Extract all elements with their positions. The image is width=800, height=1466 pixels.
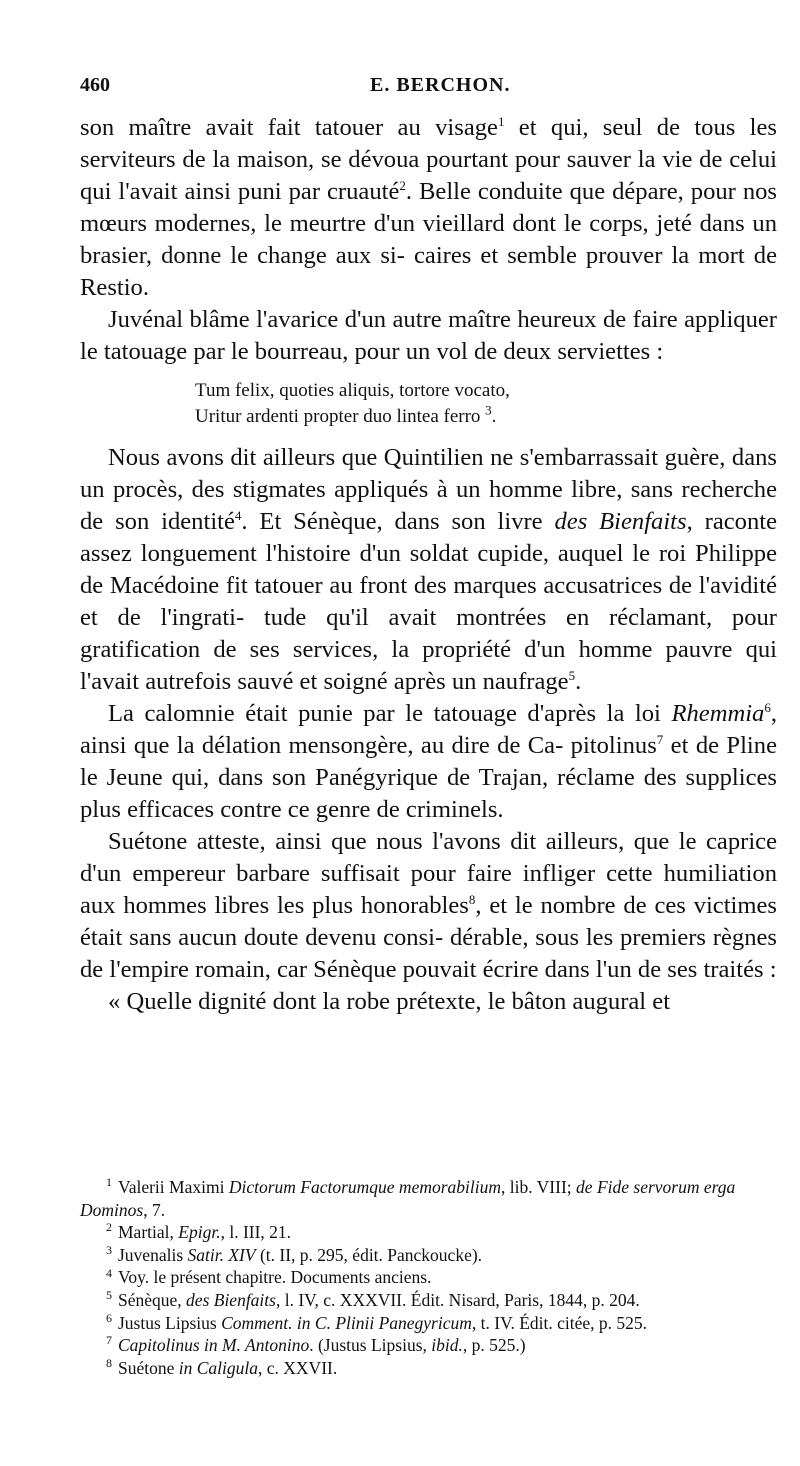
text-span: Suétone atteste, ainsi que nous l'avons dit ailleurs, que le caprice d'un empereur barbare suffisait pour faire infliger cette humiliation aux hommes libres les plus honorables (80, 828, 777, 919)
text-span: Suétone (118, 1357, 179, 1378)
text-span: Sénèque, (118, 1289, 187, 1310)
text-span: , ainsi que la délation mensongère, au dire de Ca- pitolinus (80, 700, 777, 759)
running-title: E. BERCHON. (370, 74, 511, 96)
verse-line-1: Tum felix, quoties aliquis, tortore vocato, (195, 380, 510, 401)
italic-title: des Bienfaits (186, 1289, 276, 1310)
footnote-number: 1 (106, 1175, 112, 1190)
text-span: , c. XXVII. (258, 1357, 338, 1378)
verse-quote (80, 378, 777, 430)
italic-title: des Bienfaits (554, 508, 687, 535)
footnote-number: 8 (106, 1355, 112, 1370)
page-header (80, 74, 777, 104)
main-text (80, 112, 777, 1018)
text-span: . Belle conduite que dépare, pour nos mœurs modernes, le meurtre d'un vieillard dont le corps, jeté dans un brasier, donne le change aux si- caires et semble prouver la mort de Restio. (80, 178, 778, 301)
paragraph-5 (80, 826, 777, 986)
text-span: et de Pline le Jeune qui, dans son Panégyrique de Trajan, réclame des supplices plus efficaces contre ce genre de criminels. (80, 732, 777, 823)
text-span: , 7. (143, 1199, 166, 1220)
text-span: . (Justus Lipsius, (309, 1335, 432, 1356)
italic-title: in Caligula (178, 1357, 259, 1378)
paragraph-6: « Quelle dignité dont la robe prétexte, le bâton augural et (108, 988, 671, 1015)
italic-title: Comment. in C. Plinii Panegyricum (221, 1312, 472, 1333)
text-span: , l. III, 21. (220, 1222, 292, 1243)
footnote-number: 5 (106, 1288, 112, 1303)
italic-title: Satir. XIV (187, 1244, 256, 1265)
footnote-2 (80, 1221, 777, 1244)
text-span: . (575, 668, 582, 695)
footnote-8 (80, 1357, 777, 1380)
paragraph-1 (80, 112, 777, 304)
footnote-1 (80, 1176, 777, 1221)
text-span: Voy. le présent chapitre. Documents anciens. (118, 1267, 432, 1288)
footnotes (80, 1176, 777, 1379)
footnote-4 (80, 1266, 777, 1289)
footnote-7 (80, 1334, 777, 1357)
verse-line-2 (195, 404, 777, 430)
footnote-number: 4 (106, 1265, 112, 1280)
footnote-6 (80, 1312, 777, 1335)
text-span: Uritur ardenti propter duo lintea ferro (195, 406, 486, 427)
text-span: Martial, (118, 1222, 179, 1243)
text-span: La calomnie était punie par le tatouage d'après la loi (108, 700, 672, 727)
text-span: , l. IV, c. XXXVII. Édit. Nisard, Paris, 1844, p. 204. (275, 1289, 640, 1310)
text-span: . Et Sénèque, dans son livre (241, 508, 555, 535)
text-span: , p. 525.) (462, 1335, 526, 1356)
text-span: son maître avait fait tatouer au visage (80, 114, 498, 141)
footnote-ref: 1 (497, 113, 505, 129)
text-span: , t. IV. Édit. citée, p. 525. (471, 1312, 648, 1333)
page-number: 460 (80, 74, 110, 96)
footnote-number: 3 (106, 1242, 112, 1257)
text-span: Juvenalis (118, 1244, 188, 1265)
footnote-ref: 8 (468, 891, 476, 907)
footnote-ref: 3 (485, 402, 492, 418)
footnote-number: 7 (106, 1333, 112, 1348)
footnote-ref: 7 (656, 731, 664, 747)
italic-title: Dictorum Factorumque memorabilium (228, 1177, 502, 1197)
paragraph-2: Juvénal blâme l'avarice d'un autre maître heureux de faire appliquer le tatouage par le bourreau, pour un vol de deux serviettes : (80, 306, 777, 365)
footnote-number: 6 (106, 1310, 112, 1325)
footnote-ref: 2 (399, 177, 406, 193)
text-span: (t. II, p. 295, édit. Panckoucke). (255, 1244, 483, 1265)
text-span: Justus Lipsius (118, 1312, 222, 1333)
italic-title: de Fide servorum erga Dominos (80, 1177, 736, 1220)
footnote-5 (80, 1289, 777, 1312)
text-span: et qui, seul de tous les serviteurs de la maison, se dévoua pourtant pour sauver la vie de celui qui l'avait ainsi puni par cruauté (80, 114, 777, 205)
italic-title: ibid. (431, 1335, 463, 1356)
text-span: . (491, 406, 497, 427)
text-span: Valerii Maximi (118, 1177, 229, 1197)
text-span: , raconte assez longuement l'histoire d'un soldat cupide, auquel le roi Philippe de Macédoine fit tatouer au front des marques accusatrices de l'avidité et de l'ingrati- tude qu'il avait montrées en réclamant, pour gratification de ses services, la propriété d'un homme pauvre qui l'avait autrefois sauvé et soigné après un naufrage (80, 508, 777, 695)
footnote-3 (80, 1244, 777, 1267)
footnote-ref: 4 (234, 507, 242, 523)
footnote-number: 2 (106, 1220, 112, 1235)
text-span: , et le nombre de ces victimes était sans aucun doute devenu consi- dérable, sous les premiers règnes de l'empire romain, car Sénèque pouvait écrire dans l'un de ses traités : (80, 892, 777, 983)
text-span: Nous avons dit ailleurs que Quintilien ne s'embarrassait guère, dans un procès, des stigmates appliqués à un homme libre, sans recherche de son identité (80, 444, 777, 535)
paragraph-4 (80, 698, 777, 826)
italic-term: Rhemmia (671, 700, 765, 727)
footnote-ref: 5 (568, 667, 576, 683)
italic-title: Epigr. (178, 1222, 221, 1243)
footnote-ref: 6 (764, 699, 771, 715)
text-span: , lib. VIII; (501, 1177, 577, 1197)
paragraph-3 (80, 442, 777, 698)
italic-title: Capitolinus in M. Antonino (118, 1335, 310, 1356)
